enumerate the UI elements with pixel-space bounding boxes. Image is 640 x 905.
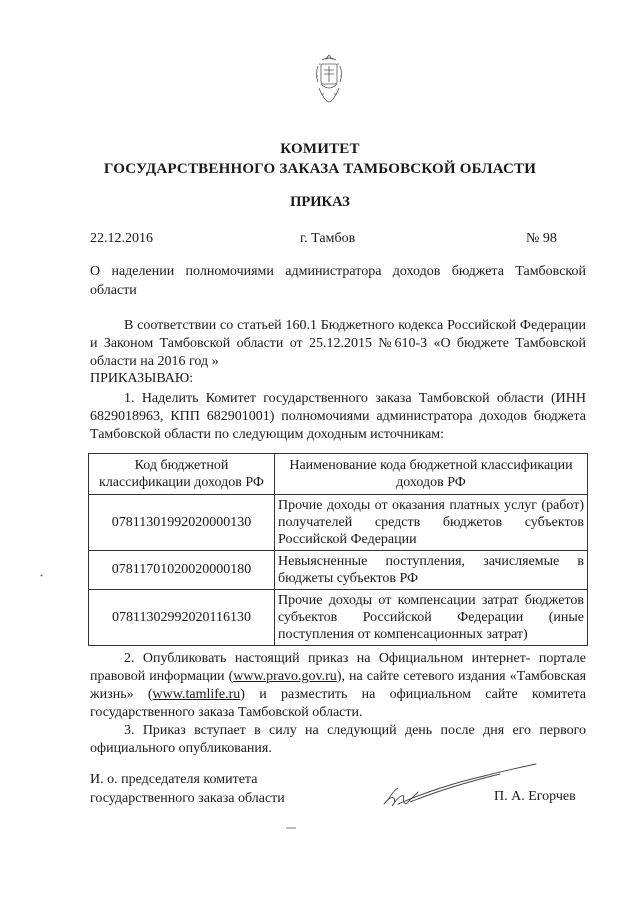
document-date: 22.12.2016	[90, 231, 153, 246]
table-cell-code: 07811301992020000130	[89, 495, 275, 551]
scan-speck	[40, 574, 43, 577]
order-word: ПРИКАЗЫВАЮ:	[90, 371, 194, 386]
table-header-name: Наименование кода бюджетной классификации доходов РФ	[275, 454, 588, 495]
table-row	[89, 551, 588, 590]
document-subject: О наделении полномочиями администратора доходов бюджета Тамбовской области	[90, 264, 586, 298]
document-city: г. Тамбов	[300, 231, 356, 246]
preamble-paragraph: В соответствии со статьей 160.1 Бюджетного кодекса Российской Федерации и Законом Тамбовской области от 25.12.2015 №610-З «О бюджете Тамбовской области на 2016 год »	[90, 318, 586, 369]
pravo-gov-link[interactable]: www.pravo.gov.ru	[233, 669, 337, 684]
table-row	[89, 495, 588, 551]
signatory-position-line1: И. о. председателя комитета	[90, 772, 258, 787]
item2-text-part1: 2. Опубликовать настоящий приказ на Официальном интернет- портале правовой информации (	[90, 651, 586, 684]
signatory-name: П. А. Егорчев	[494, 789, 576, 804]
item2-text-part2: ), на сайте сетевого издания «Тамбовская жизнь» (	[90, 669, 587, 702]
coat-of-arms-icon	[312, 52, 346, 108]
revenue-codes-table	[88, 453, 588, 646]
item2-text-part3: ) и разместить на официальном сайте комитета государственного заказа Тамбовской области.	[90, 687, 587, 720]
signatory-position	[90, 770, 285, 808]
table-header-code: Код бюджетной классификации доходов РФ	[89, 454, 275, 495]
org-title-line2: ГОСУДАРСТВЕННОГО ЗАКАЗА ТАМБОВСКОЙ ОБЛАСТИ	[103, 161, 537, 177]
table-header-row	[89, 454, 588, 495]
order-item-2	[90, 650, 586, 722]
document-type: ПРИКАЗ	[290, 194, 350, 210]
org-title-line1: КОМИТЕТ	[280, 141, 360, 157]
order-item-1: 1. Наделить Комитет государственного заказа Тамбовской области (ИНН 6829018963, КПП 682901001) полномочиями администратора доходов бюджета Тамбовской области по следующим доходным источникам:	[90, 391, 586, 442]
table-cell-code: 07811701020020000180	[89, 551, 275, 590]
table-cell-name: Невыясненные поступления, зачисляемые в бюджеты субъектов РФ	[275, 551, 588, 590]
tamlife-link[interactable]: www.tamlife.ru	[152, 687, 241, 702]
table-cell-name: Прочие доходы от оказания платных услуг (работ) получателей средств бюджетов субъектов Российской Федерации	[275, 495, 588, 551]
document-number: № 98	[526, 231, 557, 246]
table-row	[89, 590, 588, 646]
order-item-3: 3. Приказ вступает в силу на следующий день после дня его первого официального опубликования.	[90, 723, 586, 756]
signatory-position-line2: государственного заказа области	[90, 791, 285, 806]
table-cell-name: Прочие доходы от компенсации затрат бюджетов субъектов Российской Федерации (иные поступления от компенсационных затрат)	[275, 590, 588, 646]
scan-mark	[286, 826, 296, 830]
table-cell-code: 07811302992020116130	[89, 590, 275, 646]
